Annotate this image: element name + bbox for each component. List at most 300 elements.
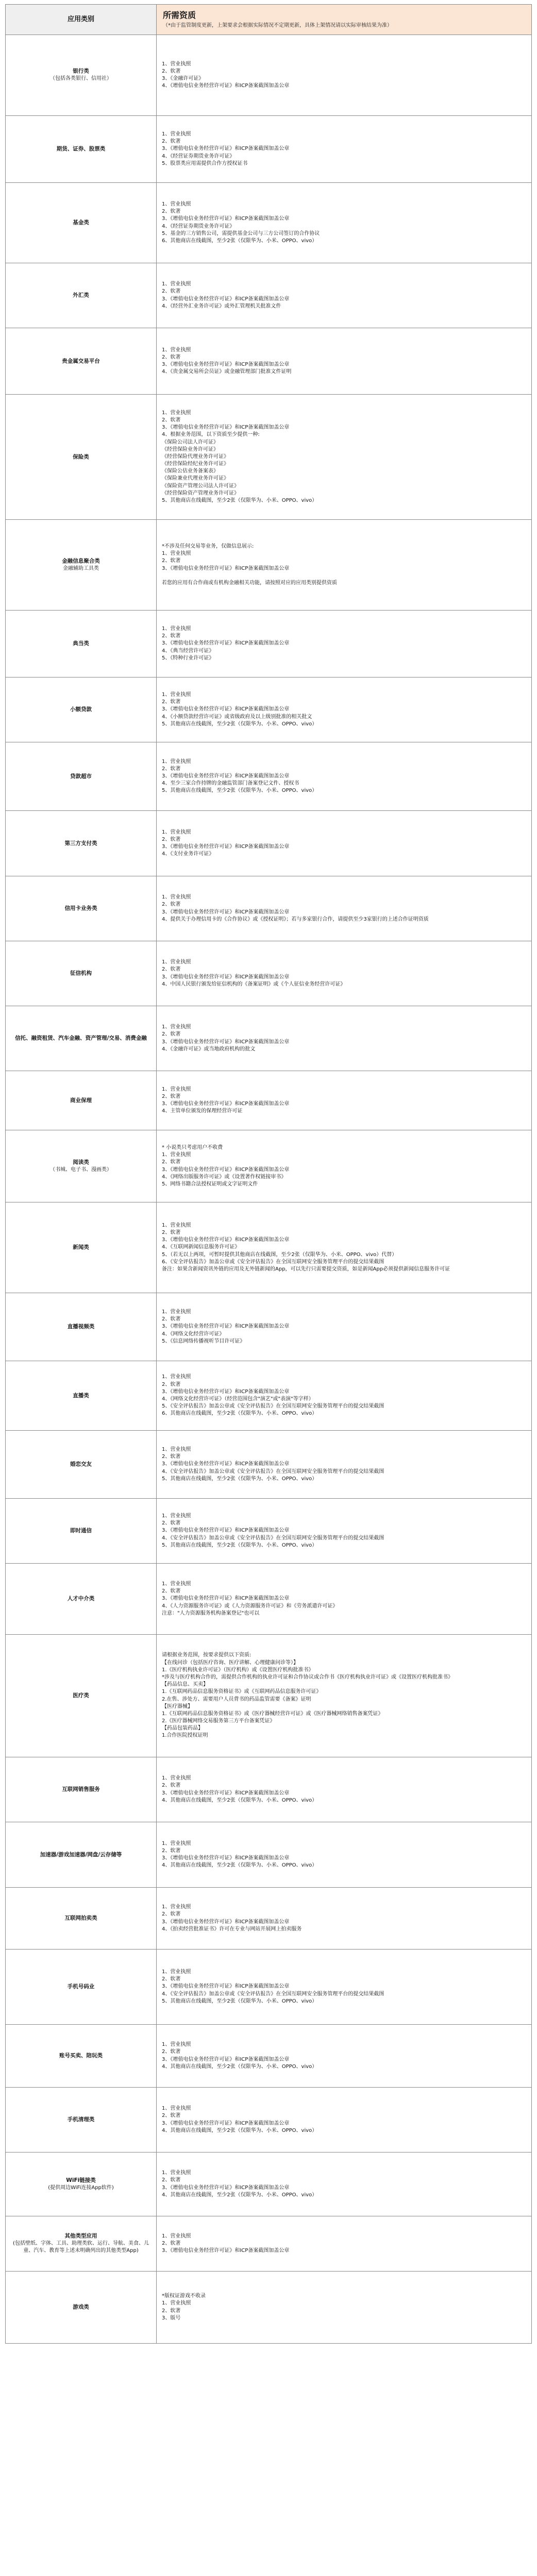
category-label: 医疗类 — [73, 1692, 89, 1699]
category-label: 直播类 — [73, 1392, 89, 1399]
requirement-line: 5、其他商店在线截图，至少2张（仅限华为、小米、OPPO、vivo） — [162, 1998, 317, 2004]
requirements-cell — [157, 1635, 532, 1757]
table-row — [6, 1950, 532, 2025]
table-row — [6, 2025, 532, 2088]
requirement-line: 3、《增值电信业务经营许可证》和ICP备案截图加盖公章 — [162, 1790, 290, 1796]
requirement-line — [162, 572, 526, 580]
requirement-line: 5、其他商店在线截图，至少2张（仅限华为、小米、OPPO、vivo） — [162, 1542, 317, 1548]
requirement-line: 《保险公估业务备案表》 — [162, 468, 219, 474]
requirement-line: 3、《增值电信业务经营许可证》和ICP备案截图加盖公章 — [162, 909, 290, 915]
table-row — [6, 1635, 532, 1757]
category-label: 小额贷款 — [70, 706, 92, 713]
requirement-line: 《保险公司法人许可证》 — [162, 439, 219, 445]
requirement-line: 2、软著 — [162, 68, 181, 74]
requirement-line: 4、《网络文化经营许可证》 — [162, 1331, 225, 1337]
requirements-cell — [157, 876, 532, 941]
requirement-line: 2、软著 — [162, 289, 181, 295]
category-sub-label: 金融辅助工具类 — [63, 565, 99, 571]
requirement-line: 1、营业执照 — [162, 1024, 191, 1030]
requirement-line: 《保险资产管理公司法人许可证》 — [162, 483, 239, 489]
requirement-line: 2、软著 — [162, 1848, 181, 1854]
requirement-line: 1、营业执照 — [162, 347, 191, 353]
requirement-line: 1、营业执照 — [162, 758, 191, 765]
requirement-line: 4、《人力资源服务许可证》或《人力资源服务许可证》和《劳务派遣许可证》 — [162, 1603, 338, 1609]
table-row — [6, 876, 532, 941]
category-cell — [6, 395, 157, 520]
requirement-line: 2、软著 — [162, 1911, 181, 1918]
requirement-line: 2、软著 — [162, 2113, 181, 2119]
requirement-line: 1、营业执照 — [162, 2042, 191, 2048]
requirement-line: 5、《安全评估报告》加盖公章或《安全评估报告》在全国互联网安全服务管理平台的提交结果截图 — [162, 1403, 384, 1410]
requirement-line: 2、软著 — [162, 836, 181, 842]
requirement-line: 5、其他商店在线截图，至少2张（仅限华为、小米、OPPO、vivo） — [162, 498, 317, 504]
requirement-line: 3、版号 — [162, 2315, 181, 2321]
category-cell — [6, 1202, 157, 1293]
category-cell — [6, 263, 157, 328]
requirement-line: 4、其他商店在线截图，至少2张（仅限华为、小米、OPPO、vivo） — [162, 1862, 317, 1869]
requirement-line: 3、《增值电信业务经营许可证》和ICP备案截图加盖公章 — [162, 1596, 290, 1602]
table-row — [6, 941, 532, 1006]
requirement-line: 2、软著 — [162, 1381, 181, 1387]
requirements-cell — [157, 2216, 532, 2272]
table-row — [6, 2216, 532, 2272]
category-cell — [6, 116, 157, 183]
category-label: 保险类 — [73, 453, 89, 460]
requirement-line: 【医疗器械】 — [162, 1703, 193, 1709]
category-cell — [6, 1757, 157, 1822]
requirement-line: 【在线问诊（包括医疗咨询、医疗讲解、心理健康问诊等）】 — [162, 1659, 298, 1666]
requirements-cell — [157, 611, 532, 677]
table-row — [6, 1431, 532, 1499]
requirements-cell — [157, 1006, 532, 1071]
requirement-line: *版权证游戏不收录 — [162, 2293, 206, 2299]
category-cell — [6, 183, 157, 263]
requirement-line: 2、软著 — [162, 1783, 181, 1789]
requirement-line: 1、营业执照 — [162, 61, 191, 67]
category-label: 贷款超市 — [70, 773, 92, 779]
requirement-line: 3、《增值电信业务经营许可证》和ICP备案截图加盖公章 — [162, 2248, 290, 2254]
table-row — [6, 35, 532, 116]
category-label: 基金类 — [73, 219, 89, 226]
requirement-line: 2、软著 — [162, 1230, 181, 1236]
category-sub-label: （包括各类银行、信用社） — [50, 76, 112, 82]
category-label: 互联网销售服务 — [62, 1786, 100, 1793]
requirement-line: 3、《增值电信业务经营许可证》和ICP备案截图加盖公章 — [162, 425, 290, 431]
requirements-cell — [157, 2272, 532, 2344]
requirement-line: 1、营业执照 — [162, 1222, 191, 1228]
category-label: 手机号码业 — [67, 1984, 95, 1990]
category-cell — [6, 742, 157, 811]
category-label: 人才中介类 — [67, 1596, 95, 1602]
requirement-line: 3、《增值电信业务经营许可证》和ICP备案截图加盖公章 — [162, 1528, 290, 1534]
table-row — [6, 1888, 532, 1950]
requirement-line: 2、软著 — [162, 2177, 181, 2183]
requirement-line: 3、《增值电信业务经营许可证》和ICP备案截图加盖公章 — [162, 565, 290, 571]
requirements-cell — [157, 1499, 532, 1564]
table-row — [6, 811, 532, 876]
category-cell — [6, 1635, 157, 1757]
table-row — [6, 1499, 532, 1564]
category-label: 加速器/游戏加速器/网盘/云存储等 — [40, 1851, 122, 1858]
header-requirements-note: （*由于监管制度更新，上架要求会根据实际情况不定期更新，具体上架情况请以实际审核结果为准） — [163, 23, 392, 29]
requirements-cell — [157, 1071, 532, 1130]
requirement-line: 2、软著 — [162, 699, 181, 705]
requirements-cell — [157, 1888, 532, 1950]
table-row — [6, 1757, 532, 1822]
requirement-line: 4、《安全评估报告》加盖公章或《安全评估报告》在全国互联网安全服务管理平台的提交结果截图 — [162, 1535, 384, 1541]
category-label: 典当类 — [73, 640, 89, 647]
requirement-line: *涉及与医疗机构合作的，需提供合作机构的执业许可证和合作协议或合作书《医疗机构执业许可证》或《设置医疗机构批准书》 — [162, 1674, 453, 1680]
requirement-line: 4、《金融许可证》或当地政府机构的批文 — [162, 1046, 256, 1052]
requirement-line: 《经营保险经纪业务许可证》 — [162, 461, 229, 467]
requirement-line: 6、其他商店在线截图，至少2张（仅限华为、小米、OPPO、vivo） — [162, 238, 317, 244]
category-label: 其他类型应用 — [64, 2233, 97, 2240]
requirement-line: 3、《增值电信业务经营许可证》和ICP备案截图加盖公章 — [162, 1039, 290, 1045]
category-cell — [6, 328, 157, 395]
requirement-line: 3、《增值电信业务经营许可证》和ICP备案截图加盖公章 — [162, 1461, 290, 1467]
requirement-line: 3、《增值电信业务经营许可证》和ICP备案截图加盖公章 — [162, 216, 290, 222]
requirement-line: 2、软著 — [162, 558, 181, 564]
requirements-cell — [157, 35, 532, 116]
table-row — [6, 611, 532, 677]
table-row — [6, 328, 532, 395]
requirement-line: 3、《增值电信业务经营许可证》和ICP备案截图加盖公章 — [162, 1855, 290, 1861]
category-cell — [6, 1071, 157, 1130]
category-cell — [6, 611, 157, 677]
requirement-line: 2、软著 — [162, 1159, 181, 1165]
requirement-line: 5、《信息网络传播视听节目许可证》 — [162, 1338, 245, 1344]
requirement-line: 3、《增值电信业务经营许可证》和ICP备案截图加盖公章 — [162, 146, 290, 152]
category-label: 商业保理 — [70, 1097, 92, 1104]
category-cell — [6, 1293, 157, 1361]
requirement-line: 4、《网络文化经营许可证》（经营范围包含"演艺"或"表演"等字样） — [162, 1396, 314, 1402]
table-row — [6, 116, 532, 183]
qualification-table — [5, 4, 532, 2344]
category-cell — [6, 1564, 157, 1635]
requirement-line: 4、中国人民银行颁发给征信机构的《备案证明》或《个人征信业务经营许可证》 — [162, 981, 346, 987]
category-cell — [6, 2272, 157, 2344]
requirements-cell — [157, 1293, 532, 1361]
table-row — [6, 183, 532, 263]
requirement-line: 4、《典当经营许可证》 — [162, 648, 214, 654]
requirements-cell — [157, 1757, 532, 1822]
requirement-line: 2、软著 — [162, 2240, 181, 2246]
category-label: 期货、证券、股票类 — [56, 146, 106, 152]
requirement-line: 5、《特种行业许可证》 — [162, 655, 214, 661]
requirements-cell — [157, 811, 532, 876]
requirement-line: 4、主管单位颁发的保理经营许可证 — [162, 1108, 243, 1114]
requirement-line: 4、其他商店在线截图，至少2张（仅限华为、小米、OPPO、vivo） — [162, 2127, 317, 2133]
requirement-line: 4、《互联网新闻信息服务许可证》 — [162, 1244, 240, 1250]
header-category: 应用类别 — [6, 5, 157, 35]
category-label: 互联网拍卖类 — [64, 1915, 97, 1922]
category-cell — [6, 1950, 157, 2025]
requirement-line: 1、营业执照 — [162, 1513, 191, 1519]
requirement-line: 1、营业执照 — [162, 1086, 191, 1092]
requirement-line: 4、《安全评估报告》加盖公章或《安全评估报告》在全国互联网安全服务管理平台的提交结果截图 — [162, 1468, 384, 1475]
requirements-cell — [157, 1822, 532, 1888]
requirements-cell — [157, 941, 532, 1006]
category-cell — [6, 941, 157, 1006]
requirement-line: 5、网络书籍合法授权证明或文字证明文件 — [162, 1181, 258, 1187]
category-cell — [6, 2153, 157, 2216]
category-cell — [6, 2025, 157, 2088]
requirement-line: 2、软著 — [162, 1454, 181, 1460]
requirements-cell — [157, 1431, 532, 1499]
requirement-line: 5、其他商店在线截图，至少2张（仅限华为、小米、OPPO、vivo） — [162, 1476, 317, 1482]
category-label: 游戏类 — [73, 2304, 89, 2311]
requirement-line: 4、根据业务范围，以下资质至少提供一种: — [162, 432, 260, 438]
requirements-cell — [157, 1361, 532, 1431]
requirement-line: 3、《增值电信业务经营许可证》和ICP备案截图加盖公章 — [162, 2056, 290, 2062]
table-row — [6, 520, 532, 611]
table-row — [6, 2153, 532, 2216]
requirement-line: 2、软著 — [162, 2049, 181, 2055]
requirement-line: 4、《小额贷款经营许可证》或省级政府及以上级别批准的相关批文 — [162, 714, 312, 720]
requirement-line: 4、其他商店在线截图，至少2张（仅限华为、小米、OPPO、vivo） — [162, 2063, 317, 2070]
requirement-line: 2、软著 — [162, 2308, 181, 2314]
table-row — [6, 1071, 532, 1130]
requirement-line: 注意："人力资源服务机构备案登记"也可以 — [162, 1610, 260, 1616]
requirement-line: 2、软著 — [162, 1520, 181, 1527]
table-row — [6, 677, 532, 742]
category-label: 手机清理类 — [67, 2116, 95, 2123]
requirement-line: 1、营业执照 — [162, 1969, 191, 1975]
requirement-line: 【药品包装药品】 — [162, 1725, 203, 1732]
category-label: 阅读类 — [73, 1159, 89, 1165]
requirements-cell — [157, 183, 532, 263]
requirement-line: 1、营业执照 — [162, 2233, 191, 2239]
requirement-line: 1、营业执照 — [162, 894, 191, 901]
requirement-line: 4、其他商店在线截图，至少2张（仅限华为、小米、OPPO、vivo） — [162, 2192, 317, 2198]
requirement-line: 5、股票类应用需提供合作方授权证书 — [162, 160, 248, 166]
requirement-line: 4、《增值电信业务经营许可证》和ICP备案截图加盖公章 — [162, 83, 290, 89]
requirement-line: 1、营业执照 — [162, 959, 191, 965]
table-row — [6, 1293, 532, 1361]
table-row — [6, 742, 532, 811]
table-row — [6, 395, 532, 520]
category-cell — [6, 1431, 157, 1499]
requirement-line: 2、软著 — [162, 967, 181, 973]
category-cell — [6, 520, 157, 611]
header-requirements — [157, 5, 532, 35]
requirement-line: 2.《医疗器械网络交易服务第三方平台备案凭证》 — [162, 1718, 275, 1724]
requirement-line: 6、其他商店在线截图，至少2张（仅限华为、小米、OPPO、vivo） — [162, 1411, 317, 1417]
category-label: 信用卡业务类 — [64, 905, 97, 912]
requirement-line: 2、软著 — [162, 354, 181, 360]
requirement-line: 1、营业执照 — [162, 131, 191, 138]
requirement-line: 5、其他商店在线截图，至少2张（仅限华为、小米、OPPO、vivo） — [162, 788, 317, 794]
requirement-line: 1、营业执照 — [162, 281, 191, 287]
category-label: 外汇类 — [73, 292, 89, 299]
requirement-line: 1.合作医院授权证明 — [162, 1733, 208, 1739]
requirement-line: 5、（若无以上两项，可暂时提供其他商店在线截图，至少2张（仅限华为、小米、OPPO、vivo）代替） — [162, 1251, 397, 1258]
table-header-row — [6, 5, 532, 35]
category-label: 金融信息聚合类 — [62, 557, 100, 564]
category-cell — [6, 1499, 157, 1564]
requirement-line: 3、《增值电信业务经营许可证》和ICP备案截图加盖公章 — [162, 1101, 290, 1107]
requirement-line: *不涉及任何交易等业务，仅做信息展示: — [162, 543, 254, 549]
requirement-line: 3、《增值电信业务经营许可证》和ICP备案截图加盖公章 — [162, 1919, 290, 1925]
category-label: 信托、融资租赁、汽车金融、资产管理/交易、消费金融 — [15, 1035, 147, 1042]
requirement-line: 1.《互联网药品信息服务资格证书》或《医疗器械经营许可证》或《医疗器械网络销售备案凭证》 — [162, 1710, 383, 1717]
requirements-cell — [157, 2153, 532, 2216]
requirement-line: 若您的应用有合作商或有机构金融相关功能，请按照对应的应用类别提供资质 — [162, 580, 337, 586]
category-cell — [6, 1130, 157, 1202]
requirement-line: 【药品信息、买卖】 — [162, 1682, 208, 1688]
requirements-cell — [157, 263, 532, 328]
table-row — [6, 1202, 532, 1293]
requirement-line: 3、《增值电信业务经营许可证》和ICP备案截图加盖公章 — [162, 640, 290, 647]
requirement-line: 3、《增值电信业务经营许可证》和ICP备案截图加盖公章 — [162, 296, 290, 302]
requirement-line: 3、《增值电信业务经营许可证》和ICP备案截图加盖公章 — [162, 2120, 290, 2126]
requirements-cell — [157, 1202, 532, 1293]
requirement-line: 1.《医疗机构执业许可证》（医疗机构）或《设置医疗机构批准书》 — [162, 1667, 314, 1673]
requirements-cell — [157, 1130, 532, 1202]
requirements-cell — [157, 2088, 532, 2153]
requirement-line: 3、《增值电信业务经营许可证》和ICP备案截图加盖公章 — [162, 974, 290, 980]
category-label: 征信机构 — [70, 970, 92, 977]
requirement-line: 1、营业执照 — [162, 1840, 191, 1846]
category-cell — [6, 2088, 157, 2153]
table-row — [6, 1006, 532, 1071]
category-label: WiFi链接类 — [66, 2177, 96, 2183]
requirements-cell — [157, 2025, 532, 2088]
requirement-line: 2、软著 — [162, 633, 181, 639]
requirement-line: 《保险兼业代理业务许可证》 — [162, 476, 229, 482]
category-sub-label: (包括壁纸、字体、工具、助理类软、运行、导航、美食、儿童、汽车、教育等上述未明确列出的其他类型App) — [13, 2241, 149, 2254]
table-row — [6, 1564, 532, 1635]
category-sub-label: （书城、电子书、漫画类） — [50, 1166, 112, 1173]
requirement-line: 备注：如果含新闻资讯外链的应用及无外链新闻的App，可以先行只需要提交资质，如是新闻App必须提供新闻信息服务许可证 — [162, 1266, 450, 1272]
requirement-line: 《经营保险业务许可证》 — [162, 446, 219, 452]
requirement-line: 4、至少三家合作持牌的金融监管部门备案登记文件、授权书 — [162, 781, 299, 787]
requirement-line: 1、营业执照 — [162, 1904, 191, 1910]
requirement-line: 5、其他商店在线截图，至少2张（仅限华为、小米、OPPO、vivo） — [162, 721, 317, 727]
requirement-line: 1、营业执照 — [162, 1775, 191, 1782]
table-row — [6, 263, 532, 328]
requirement-line: 4、《经营外汇业务许可证》或外汇管理机关批准文件 — [162, 303, 281, 309]
requirement-line: 3、《增值电信业务经营许可证》和ICP备案截图加盖公章 — [162, 1237, 290, 1243]
requirement-line: 1、营业执照 — [162, 551, 191, 557]
requirements-cell — [157, 1950, 532, 2025]
category-label: 贵金属交易平台 — [62, 358, 100, 364]
requirement-line: 3、《增值电信业务经营许可证》和ICP备案截图加盖公章 — [162, 773, 290, 779]
requirement-line: 2.在售、涉处方、需要用户人员背书的药品监管需要《备案》证明 — [162, 1696, 311, 1702]
table-row — [6, 2088, 532, 2153]
category-label: 即时通信 — [70, 1528, 92, 1534]
category-cell — [6, 677, 157, 742]
requirements-cell — [157, 1564, 532, 1635]
requirements-cell — [157, 520, 532, 611]
requirement-line: 3、《增值电信业务经营许可证》和ICP备案截图加盖公章 — [162, 1388, 290, 1395]
requirement-line: 1、营业执照 — [162, 2300, 191, 2307]
requirement-line: 1、营业执照 — [162, 692, 191, 698]
requirement-line: 2、软著 — [162, 1316, 181, 1323]
category-cell — [6, 1361, 157, 1431]
category-cell — [6, 1888, 157, 1950]
requirement-line: * 小说类只考虑用户不收费 — [162, 1144, 223, 1150]
requirement-line: 3、《增值电信业务经营许可证》和ICP备案截图加盖公章 — [162, 2184, 290, 2191]
category-sub-label: (提供周边WiFi连接App软件) — [48, 2184, 114, 2191]
requirement-line: 4、《经营证券期货业务许可证》 — [162, 223, 235, 229]
requirement-line: 4、《支付业务许可证》 — [162, 851, 214, 857]
requirement-line: 2、软著 — [162, 902, 181, 908]
requirements-cell — [157, 328, 532, 395]
requirement-line: 1、营业执照 — [162, 829, 191, 835]
requirement-line: 4、《网络出版服务许可证》或《设置著作权链接审书》 — [162, 1174, 287, 1180]
requirement-line: 2、软著 — [162, 766, 181, 772]
category-label: 婚恋交友 — [70, 1461, 92, 1468]
category-label: 新闻类 — [73, 1244, 89, 1251]
requirement-line: 3、《增值电信业务经营许可证》和ICP备案截图加盖公章 — [162, 362, 290, 367]
requirement-line: 1、营业执照 — [162, 1447, 191, 1453]
category-label: 直播视频类 — [67, 1324, 95, 1330]
requirement-line: 2、软著 — [162, 1031, 181, 1038]
category-label: 银行类 — [73, 68, 89, 75]
requirement-line: 3、《增值电信业务经营许可证》和ICP备案截图加盖公章 — [162, 1166, 290, 1173]
table-row — [6, 1361, 532, 1431]
requirement-line: 4、《安全评估报告》加盖公章或《安全评估报告》在全国互联网安全服务管理平台的提交结果截图 — [162, 1991, 384, 1997]
requirement-line: 1、营业执照 — [162, 1309, 191, 1315]
requirement-line: 2、软著 — [162, 1093, 181, 1099]
requirement-line: 1、营业执照 — [162, 410, 191, 416]
category-cell — [6, 1822, 157, 1888]
requirement-line: 1、营业执照 — [162, 1152, 191, 1158]
category-label: 账号买卖、陪玩类 — [59, 2053, 103, 2059]
category-cell — [6, 811, 157, 876]
requirement-line: 《经营保险代理业务许可证》 — [162, 453, 229, 460]
requirements-cell — [157, 677, 532, 742]
requirements-cell — [157, 395, 532, 520]
requirement-line: 1、营业执照 — [162, 1581, 191, 1587]
table-row — [6, 1130, 532, 1202]
requirements-cell — [157, 116, 532, 183]
category-cell — [6, 1006, 157, 1071]
table-row — [6, 2272, 532, 2344]
requirement-line: 《经营保险资产管理业务许可证》 — [162, 490, 239, 496]
requirement-line: 请根据业务范围，按要求提供以下资质: — [162, 1652, 251, 1658]
requirement-line: 3、《增值电信业务经营许可证》和ICP备案截图加盖公章 — [162, 706, 290, 713]
requirement-line: 1、营业执照 — [162, 626, 191, 632]
header-requirements-title: 所需资质 — [163, 10, 196, 20]
requirement-line: 4、《贵金属交易所会员证》或金融管理部门批准文件证明 — [162, 369, 292, 375]
requirement-line: 4、《经营证券期货业务许可证》 — [162, 153, 235, 159]
requirements-cell — [157, 742, 532, 811]
requirement-line: 3、《金融许可证》 — [162, 76, 204, 81]
category-cell — [6, 35, 157, 116]
category-cell — [6, 2216, 157, 2272]
table-row — [6, 1822, 532, 1888]
requirement-line: 5、基金的三方销售公司，需提供基金公司与三方公司签订的合作协议 — [162, 230, 320, 236]
requirement-line: 2、软著 — [162, 417, 181, 423]
requirement-line: 2、软著 — [162, 1976, 181, 1982]
requirement-line: 3、《增值电信业务经营许可证》和ICP备案截图加盖公章 — [162, 1984, 290, 1990]
requirement-line: 2、软著 — [162, 209, 181, 215]
requirement-line: 1.《互联网药品信息服务资格证书》或《互联网药品信息服务许可证》 — [162, 1689, 322, 1695]
category-cell — [6, 876, 157, 941]
requirement-line: 2、软著 — [162, 139, 181, 145]
requirement-line: 1、营业执照 — [162, 1374, 191, 1380]
requirement-line: 3、《增值电信业务经营许可证》和ICP备案截图加盖公章 — [162, 1324, 290, 1330]
requirement-line: 1、营业执照 — [162, 201, 191, 207]
requirement-line: 2、软著 — [162, 1588, 181, 1595]
category-label: 第三方支付类 — [64, 840, 97, 846]
requirement-line: 4、《拍卖经营批准证书》许可在专业与网站开展网上拍卖服务 — [162, 1926, 302, 1932]
requirement-line: 3、《增值电信业务经营许可证》和ICP备案截图加盖公章 — [162, 844, 290, 850]
requirement-line: 6、《安全评估报告》加盖公章或《安全评估报告》在全国互联网安全服务管理平台的提交结果截图 — [162, 1259, 384, 1265]
requirement-line: 1、营业执照 — [162, 2170, 191, 2176]
